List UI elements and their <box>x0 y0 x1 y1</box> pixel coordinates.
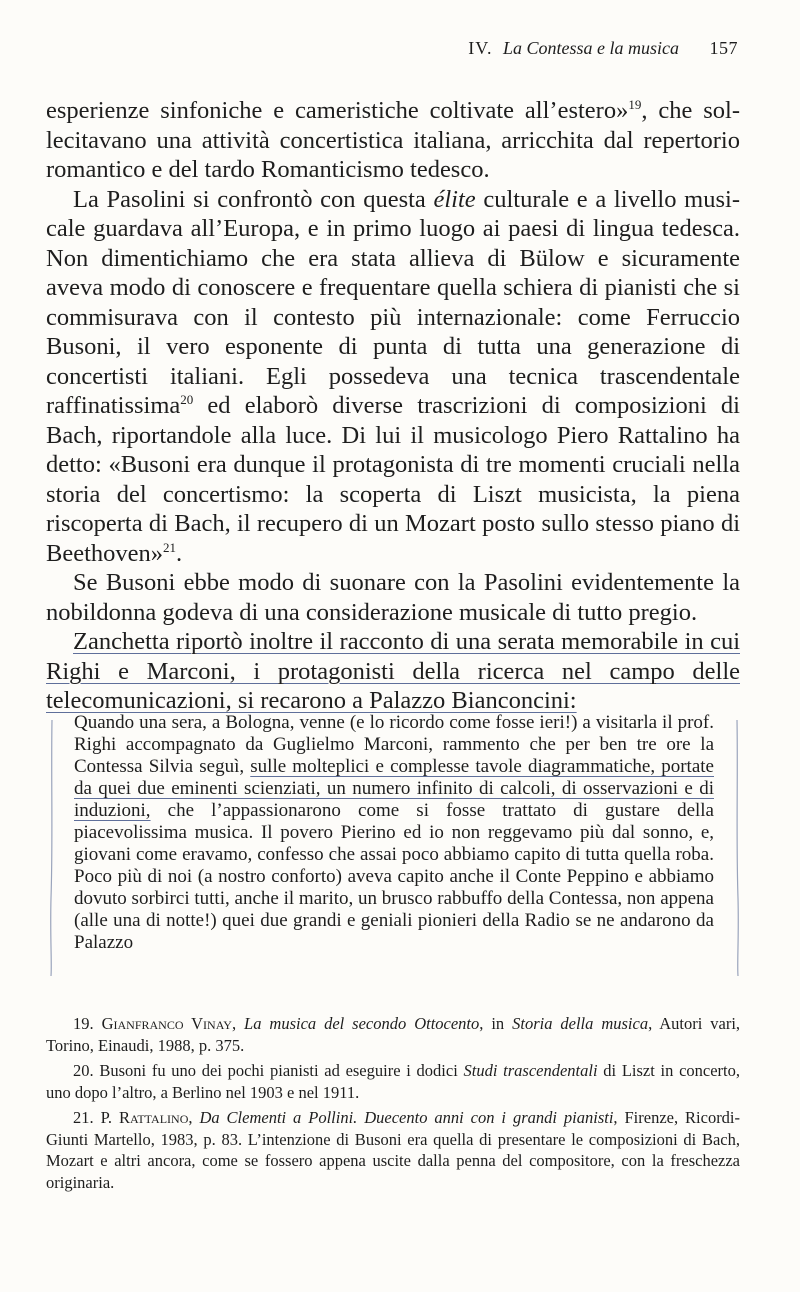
paragraph-2-text-d: . <box>176 539 183 567</box>
quote-text-b: che l’appassionarono come si fosse trattato di gustare della piacevolissima musica. Il povero Pierino ed io non reggevamo più dal sonno, e, giovani come eravamo, confesso che assai poco abbiamo capito di tutta quella roba. Poco più di noi (a nostro conforto) aveva capito anche il Conte Peppino e abbiamo dovuto sorbirci tutti, anche il marito, un brusco rabbuffo della Contessa, non appena (alle una di notte!) quei due grandi e geniali pionieri della Radio se ne andarono da Palazzo <box>74 800 714 953</box>
footnote-21-rest: , Firenze, Ricordi-Giunti Martello, 1983, p. 83. L’intenzione di Busoni era quella di presentare le composizioni di Bach, Mozart e altri ancora, come se fossero appena uscite dalla penna del compositore, con la freschezza originaria. <box>46 1108 741 1192</box>
footnotes <box>46 1013 740 1197</box>
footnote-21-number: 21. <box>73 1108 94 1127</box>
main-text <box>46 96 740 716</box>
pen-mark-right <box>733 718 741 980</box>
footnote-20-number: 20. <box>73 1061 94 1080</box>
footnote-20-text-a: Busoni fu uno dei pochi pianisti ad eseguire i dodici <box>99 1061 464 1080</box>
footnote-19-series: Storia della musica <box>512 1014 649 1033</box>
chapter-number: IV. <box>468 38 493 58</box>
quote-underlined: sulle molteplici e complesse tavole diagrammatiche, portate da quei due eminenti scienziati, un numero infinito di calcoli, di osservazioni e di induzioni, <box>74 756 714 821</box>
block-quote <box>74 712 714 954</box>
paragraph-1-text-a: esperienze sinfoniche e cameristiche coltivate all’estero» <box>46 97 629 124</box>
footnote-21: 21. P. Rattalino, Da Clementi a Pollini. Duecento anni con i grandi pianisti, Firenze, Ricordi-Giunti Martello, 1983, p. 83. L’intenzione di Busoni era quella di presentare le composizioni di Bach, Mozart e altri ancora, come se fossero appena uscite dalla penna del compositore, con la freschezza originaria. <box>46 1108 741 1192</box>
footnote-19: 19. Gianfranco Vinay, La musica del secondo Ottocento, in Storia della musica, Autori vari, Torino, Einaudi, 1988, p. 375. <box>46 1014 741 1055</box>
paragraph-2-text-b: culturale e a livello musicale guardava all’Europa, e in primo luogo ai paesi di lingua tedesca. Non dimentichiamo che era stata allieva di Bülow e sicuramente aveva modo di conoscere e frequentare quella schiera di pianisti che si commisurava con il contesto più internazionale: come Ferruccio Busoni, il vero esponente di punta di tutta una generazione di concertisti italiani. Egli possedeva una tecnica trascendentale raffinatissima <box>46 185 740 419</box>
footnote-19-rest: , Autori vari, Torino, Einaudi, 1988, p. 375. <box>46 1014 741 1055</box>
paragraph-4 <box>46 627 740 716</box>
page-number: 157 <box>709 38 738 58</box>
underlined-passage: Zanchetta riportò inoltre il racconto di una serata memorabile in cui Righi e Marconi, i protagonisti della ricerca nel campo delle telecomunicazioni, si recarono a Palazzo Bianconcini: <box>46 628 740 714</box>
footnote-20 <box>46 1060 740 1103</box>
paragraph-2-text-a: La Pasolini si confrontò con questa <box>73 185 434 213</box>
footnote-21-author: P. Rattalino <box>100 1108 189 1127</box>
running-header <box>468 38 738 59</box>
footnote-ref-19: 19 <box>628 97 642 112</box>
footnote-ref-20: 20 <box>180 392 194 407</box>
footnote-19-work: La musica del secondo Ottocento <box>244 1014 480 1033</box>
chapter-title: La Contessa e la musica <box>502 38 679 58</box>
paragraph-3: Se Busoni ebbe modo di suonare con la Pasolini evidentemente la nobildonna godeva di una considerazione musicale di tutto pregio. <box>46 569 740 626</box>
pen-mark-left <box>48 718 56 980</box>
footnote-20-text-b: di Liszt in concerto, uno dopo l’altro, a Berlino nel 1903 e nel 1911. <box>46 1061 741 1102</box>
paragraph-1 <box>46 96 740 185</box>
footnote-ref-21: 21 <box>163 539 177 555</box>
footnote-19-number: 19. <box>73 1014 94 1033</box>
paragraph-2 <box>46 185 740 569</box>
footnote-19-mid: , in <box>479 1014 513 1033</box>
footnote-21-work: Da Clementi a Pollini. Duecento anni con i grandi pianisti <box>199 1108 614 1127</box>
quote-paragraph <box>74 712 714 954</box>
footnote-19-author: Gianfranco Vinay <box>101 1014 232 1033</box>
paragraph-1-text-b: , che sollecitavano una attività concertistica italiana, arricchita dal repertorio romantico e del tardo Romanticismo tedesco. <box>46 97 741 183</box>
footnote-20-work: Studi trascendentali <box>463 1061 598 1080</box>
quote-text-a: Quando una sera, a Bologna, venne (e lo ricordo come fosse ieri!) a visitarla il prof. Righi accompagnato da Guglielmo Marconi, rammento che per ben tre ore la Contessa Silvia seguì, <box>74 712 714 777</box>
italic-elite: élite <box>433 185 476 213</box>
paragraph-2-text-c: ed elaborò diverse trascrizioni di composizioni di Bach, riportandole alla luce. Di lui il musicologo Piero Rattalino ha detto: «Busoni era dunque il protagonista di tre momenti cruciali nella storia del concertismo: la scoperta di Liszt musicista, la piena riscoperta di Bach, il recupero di un Mozart posto sullo stesso piano di Beethoven» <box>46 392 740 567</box>
